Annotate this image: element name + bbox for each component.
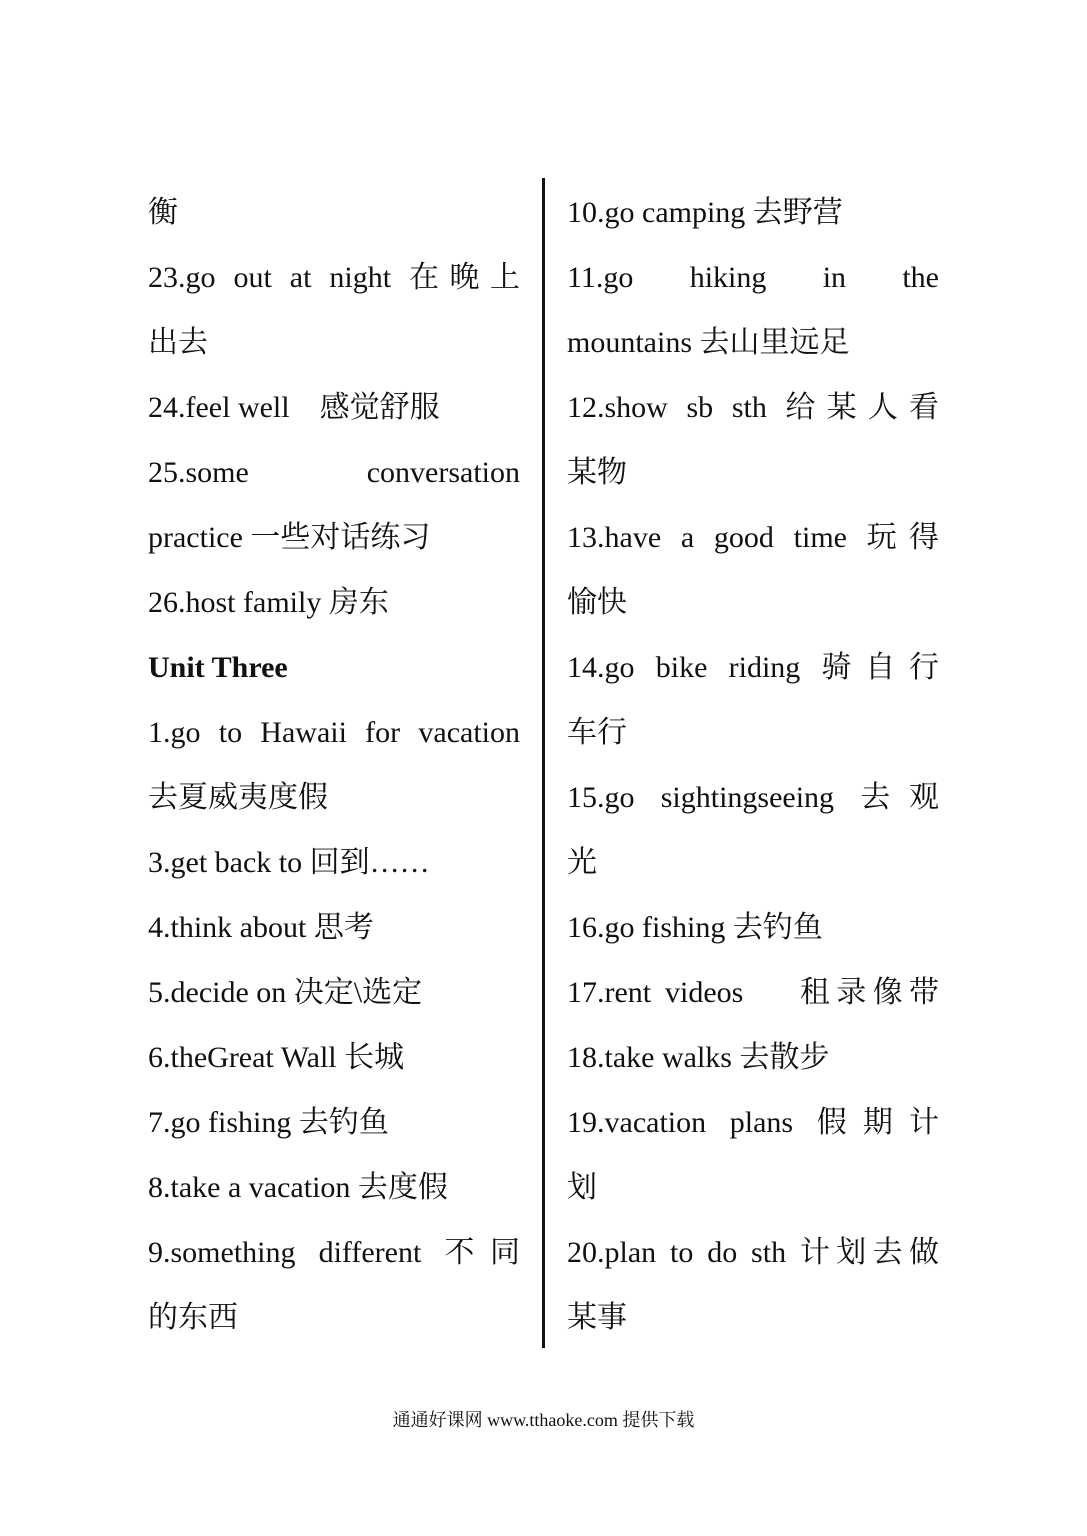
vocab-line: 15.go sightingseeing 去观 xyxy=(567,781,939,814)
vocab-line: 出去 xyxy=(148,326,208,359)
right-column xyxy=(567,180,939,1350)
vocab-line: 25.some conversation xyxy=(148,456,520,489)
column-divider xyxy=(542,178,545,1348)
vocab-line: 3.get back to 回到…… xyxy=(148,846,430,879)
vocab-line: 11.go hiking in the xyxy=(567,261,939,294)
vocab-line: practice 一些对话练习 xyxy=(148,521,431,554)
vocab-line: 7.go fishing 去钓鱼 xyxy=(148,1106,389,1139)
vocab-line: 的东西 xyxy=(148,1301,238,1334)
vocab-line: 16.go fishing 去钓鱼 xyxy=(567,911,823,944)
vocab-line: 8.take a vacation 去度假 xyxy=(148,1171,448,1204)
vocab-line: 14.go bike riding 骑自行 xyxy=(567,651,939,684)
page-footer: 通通好课网 www.tthaoke.com 提供下载 xyxy=(392,1410,695,1430)
vocab-line: 17.rent videos 租录像带 xyxy=(567,976,939,1009)
left-column xyxy=(148,180,520,1350)
vocab-line: 6.theGreat Wall 长城 xyxy=(148,1041,405,1074)
vocab-line: 26.host family 房东 xyxy=(148,586,389,619)
vocab-line: mountains 去山里远足 xyxy=(567,326,850,359)
vocab-line: 去夏威夷度假 xyxy=(148,781,328,814)
vocab-line: 衡 xyxy=(148,196,178,229)
vocab-line: 光 xyxy=(567,846,597,879)
vocab-line: 1.go to Hawaii for vacation xyxy=(148,716,520,749)
vocab-line: 19.vacation plans 假期计 xyxy=(567,1106,939,1139)
vocab-line: 愉快 xyxy=(567,586,627,619)
vocab-line: 4.think about 思考 xyxy=(148,911,374,944)
vocab-line: 划 xyxy=(567,1171,597,1204)
vocab-line: 13.have a good time 玩得 xyxy=(567,521,939,554)
vocab-line: 某事 xyxy=(567,1301,627,1334)
vocab-line: 车行 xyxy=(567,716,627,749)
vocab-line: 20.plan to do sth 计划去做 xyxy=(567,1236,939,1269)
vocab-line: 18.take walks 去散步 xyxy=(567,1041,830,1074)
vocab-line: 23.go out at night 在晚上 xyxy=(148,261,520,294)
vocab-line: 10.go camping 去野营 xyxy=(567,196,843,229)
vocab-line: 某物 xyxy=(567,456,627,489)
vocab-line: 12.show sb sth 给某人看 xyxy=(567,391,939,424)
vocab-line: 9.something different 不同 xyxy=(148,1236,520,1269)
vocab-line: 24.feel well 感觉舒服 xyxy=(148,391,440,424)
vocab-line: 5.decide on 决定\选定 xyxy=(148,976,423,1009)
section-heading: Unit Three xyxy=(148,651,288,684)
